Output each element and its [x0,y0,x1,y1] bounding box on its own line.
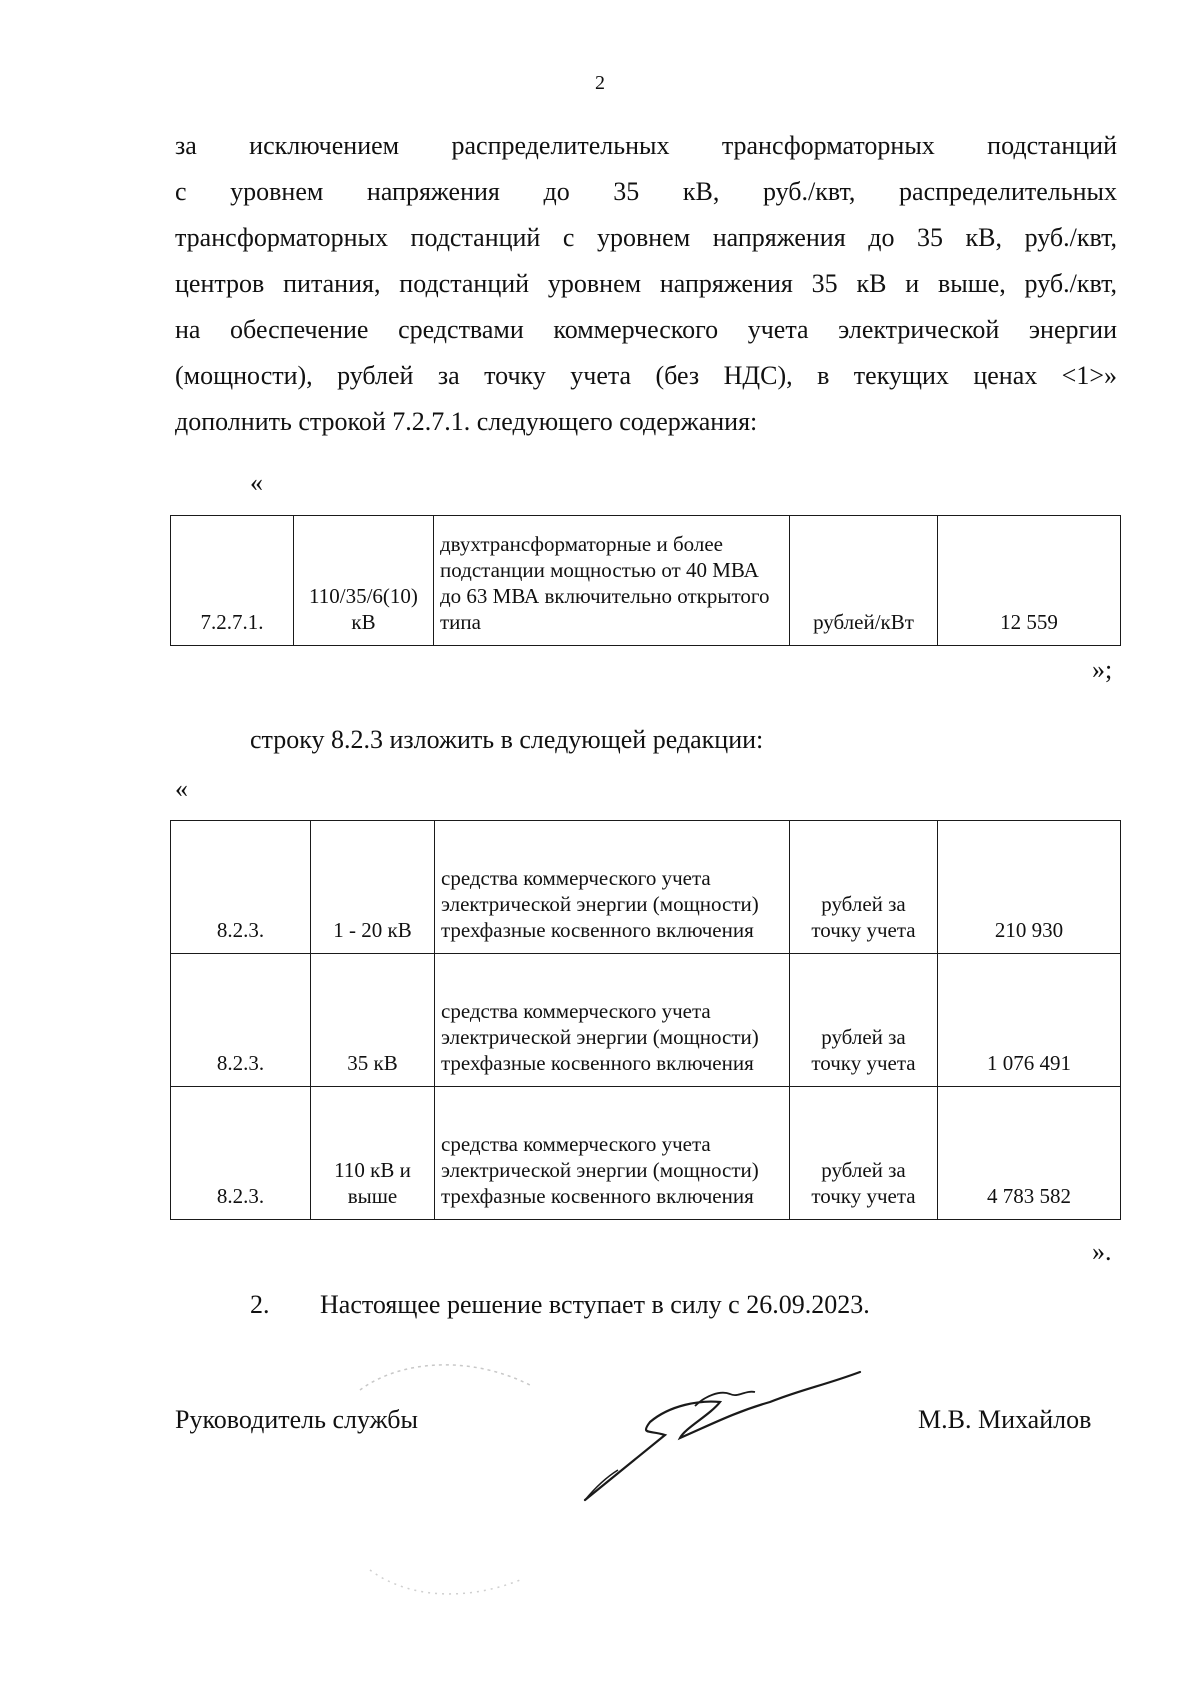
close-quote-1: »; [1092,655,1113,684]
intro-line: на обеспечение средствами коммерческого учета электрической энергии [175,315,1117,344]
tariff-table-8-2-3 [170,820,1121,1220]
signer-position: Руководитель службы [175,1405,418,1434]
open-quote-1: « [250,468,263,497]
intro-line: с уровнем напряжения до 35 кВ, руб./квт, распределительных [175,177,1117,206]
value-cell: 210 930 [938,821,1121,954]
value-cell: 1 076 491 [938,954,1121,1087]
item-2-text: Настоящее решение вступает в силу с 26.09.2023. [320,1290,870,1319]
value-cell: 12 559 [938,516,1121,646]
unit-cell: рублей за точку учета [790,954,938,1087]
table-row [171,1087,1121,1220]
open-quote-2: « [175,774,188,803]
unit-cell: рублей за точку учета [790,821,938,954]
voltage-cell: 110 кВ и выше [311,1087,435,1220]
table-row [171,516,1121,646]
table-row [171,821,1121,954]
handwritten-signature [570,1360,870,1510]
row-number: 7.2.7.1. [171,516,294,646]
tariff-table-7-2-7-1 [170,515,1121,646]
voltage-cell: 1 - 20 кВ [311,821,435,954]
unit-cell: рублей/кВт [790,516,938,646]
voltage-cell: 110/35/6(10) кВ [294,516,434,646]
intro-line: трансформаторных подстанций с уровнем напряжения до 35 кВ, руб./квт, [175,223,1117,252]
intro-line: за исключением распределительных трансформаторных подстанций [175,131,1117,160]
description-cell: средства коммерческого учета электрической энергии (мощности) трехфазные косвенного включения [435,1087,790,1220]
stamp-mark [340,1350,560,1610]
table-row [171,954,1121,1087]
close-quote-2: ». [1092,1237,1112,1266]
description-cell: средства коммерческого учета электрической энергии (мощности) трехфазные косвенного включения [435,821,790,954]
row-number: 8.2.3. [171,954,311,1087]
signer-name: М.В. Михайлов [918,1405,1092,1434]
intro-line: центров питания, подстанций уровнем напряжения 35 кВ и выше, руб./квт, [175,269,1117,298]
unit-cell: рублей за точку учета [790,1087,938,1220]
item-2-number: 2. [250,1290,270,1319]
voltage-cell: 35 кВ [311,954,435,1087]
row-number: 8.2.3. [171,821,311,954]
value-cell: 4 783 582 [938,1087,1121,1220]
description-cell: средства коммерческого учета электрической энергии (мощности) трехфазные косвенного включения [435,954,790,1087]
intro-line: дополнить строкой 7.2.7.1. следующего содержания: [175,407,758,436]
page-number: 2 [595,72,605,94]
intro-paragraph [175,123,1117,445]
description-cell: двухтрансформаторные и более подстанции мощностью от 40 МВА до 63 МВА включительно открытого типа [434,516,790,646]
intro-line: (мощности), рублей за точку учета (без НДС), в текущих ценах <1>» [175,361,1117,390]
row-number: 8.2.3. [171,1087,311,1220]
line-8-2-3: строку 8.2.3 изложить в следующей редакции: [250,725,764,754]
